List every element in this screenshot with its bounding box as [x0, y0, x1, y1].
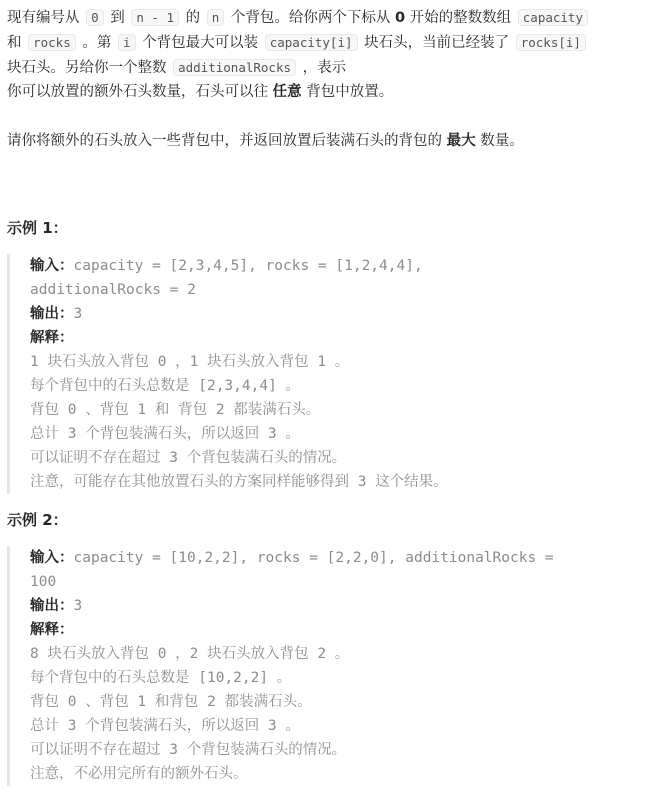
output-label: 输出：: [30, 597, 74, 614]
intro-paragraph-2: [7, 129, 656, 154]
text: 块石头，当前已经装了: [359, 34, 514, 51]
example-2-explain-line: 总计 3 个背包装满石头，所以返回 3 。: [30, 717, 300, 734]
example-1-input-cont: additionalRocks = 2: [30, 281, 196, 298]
text: 现有编号从: [7, 10, 85, 26]
text: 块石头。另给你一个整数: [7, 59, 172, 76]
code-n-minus-1: n - 1: [131, 9, 179, 26]
example-2-output: 3: [73, 597, 83, 614]
input-label: 输入：: [30, 257, 74, 274]
text: ，表示: [298, 59, 347, 76]
output-label: 输出：: [30, 305, 74, 322]
example-1-input: capacity = [2,3,4,5], rocks = [1,2,4,4],: [73, 257, 423, 274]
text: 你可以放置的额外石头数量，石头可以往: [7, 84, 273, 101]
example-1-block: [7, 254, 656, 494]
example-1-title: 示例 1：: [7, 218, 68, 237]
explain-label: 解释：: [30, 329, 74, 346]
code-n: n: [207, 9, 225, 26]
example-1-explain-line: 注意，可能存在其他放置石头的方案同样能够得到 3 这个结果。: [30, 473, 448, 490]
text: 个背包最大可以装: [137, 34, 263, 51]
example-1-output: 3: [73, 305, 83, 322]
code-zero: 0: [86, 9, 104, 26]
code-capacity: capacity: [518, 9, 588, 26]
bold-max: 最大: [446, 133, 476, 150]
example-1-explain-line: 背包 0 、背包 1 和 背包 2 都装满石头。: [30, 401, 321, 418]
example-2-explain-line: 注意，不必用完所有的额外石头。: [30, 765, 248, 782]
text: 背包中放置。: [301, 84, 394, 101]
text: 和: [7, 34, 27, 51]
text: 请你将额外的石头放入一些背包中，并返回放置后装满石头的背包的: [7, 133, 447, 150]
example-2-explain-line: 可以证明不存在超过 3 个背包装满石头的情况。: [30, 741, 347, 758]
code-additional-rocks: additionalRocks: [173, 59, 296, 76]
text: 开始的整数数组: [405, 10, 516, 26]
example-2-input: capacity = [10,2,2], rocks = [2,2,0], additionalRocks =: [73, 549, 554, 566]
code-i: i: [118, 34, 136, 51]
text: 。第: [77, 34, 116, 51]
example-1-explain-line: 总计 3 个背包装满石头，所以返回 3 。: [30, 425, 300, 442]
code-capacity-i: capacity[i]: [265, 34, 358, 51]
text: 到: [105, 10, 130, 26]
text: 数量。: [475, 133, 524, 150]
example-2-explain-line: 背包 0 、背包 1 和背包 2 都装满石头。: [30, 693, 312, 710]
input-label: 输入：: [30, 549, 74, 566]
example-2-explain-line: 每个背包中的石头总数是 [10,2,2] 。: [30, 669, 292, 686]
code-rocks-i: rocks[i]: [516, 34, 586, 51]
bold-zero: 0: [394, 10, 406, 26]
text: 个背包。给你两个下标从: [226, 10, 395, 26]
explain-label: 解释：: [30, 621, 74, 638]
example-1-explain-line: 可以证明不存在超过 3 个背包装满石头的情况。: [30, 449, 347, 466]
example-1-explain-line: 1 块石头放入背包 0 ，1 块石头放入背包 1 。: [30, 353, 350, 370]
intro-paragraph-1: [7, 6, 656, 105]
example-2-input-cont: 100: [30, 573, 57, 590]
code-rocks: rocks: [28, 34, 76, 51]
example-2-explain-line: 8 块石头放入背包 0 ，2 块石头放入背包 2 。: [30, 645, 350, 662]
example-2-title: 示例 2：: [7, 510, 68, 529]
example-1-explain-line: 每个背包中的石头总数是 [2,3,4,4] 。: [30, 377, 301, 394]
example-2-block: [7, 546, 656, 786]
bold-any: 任意: [272, 84, 302, 101]
text: 的: [181, 10, 205, 26]
